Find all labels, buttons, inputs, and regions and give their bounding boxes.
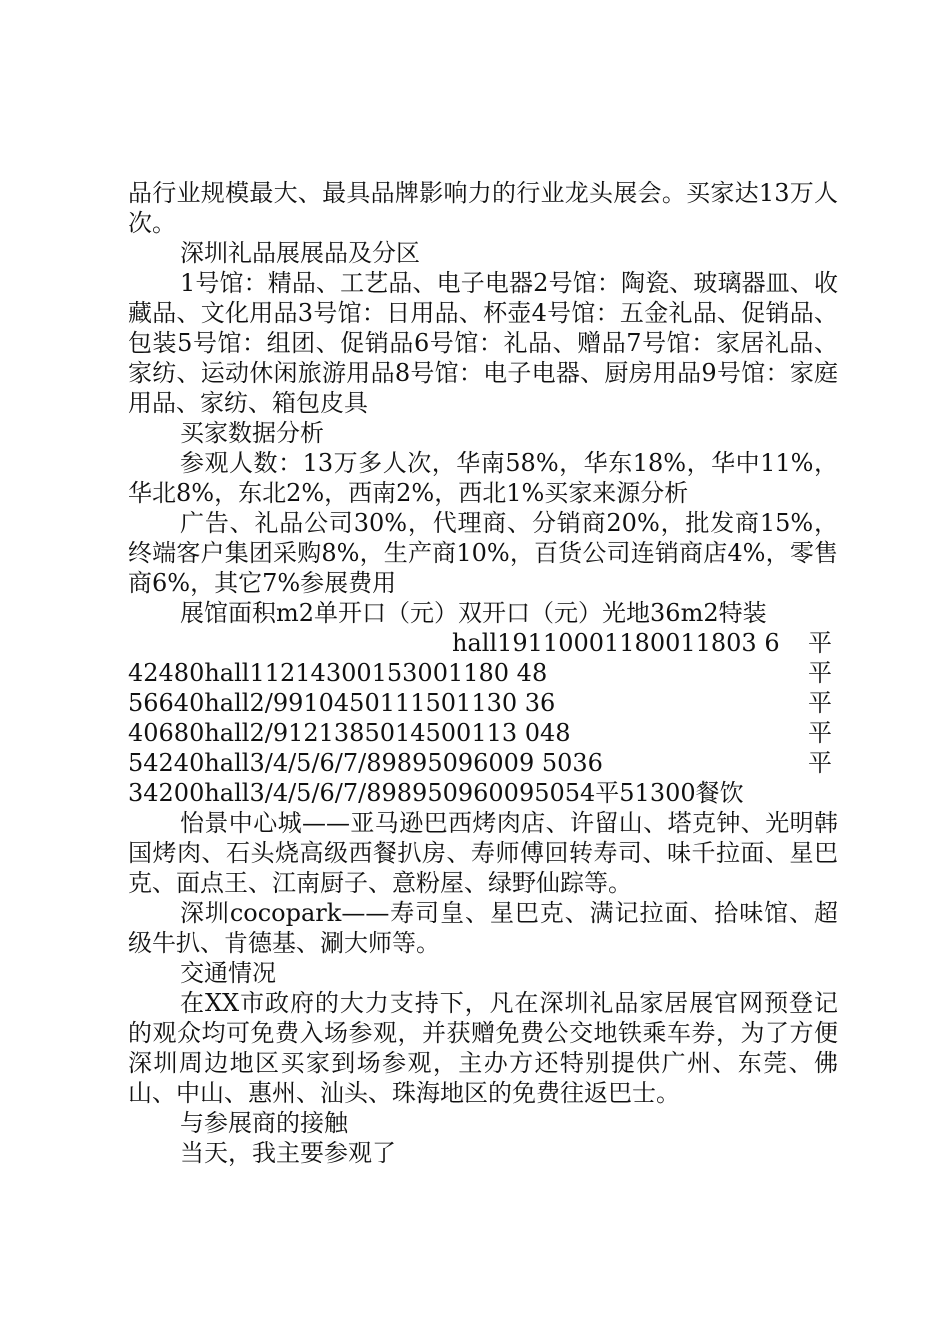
fee-row-text: 56640hall2/9910450111501130 36 — [128, 689, 556, 717]
paragraph-visit: 当天，我主要参观了 — [180, 1139, 396, 1167]
fee-row — [128, 628, 838, 658]
fee-row-text: 54240hall3/4/5/6/7/89895096009 5036 — [128, 749, 603, 777]
paragraph-dining-mall: 怡景中心城——亚马逊巴西烤肉店、许留山、塔克钟、光明韩国烤肉、石头烧高级西餐扒房、寿师傅回转寿司、味千拉面、星巴克、面点王、江南厨子、意粉屋、绿野仙踪等。 — [128, 809, 838, 897]
paragraph-halls: 1号馆：精品、工艺品、电子电器2号馆：陶瓷、玻璃器皿、收藏品、文化用品3号馆：日用品、杯壶4号馆：五金礼品、促销品、包装5号馆：组团、促销品6号馆：礼品、赠品7号馆：家居礼品、家纺、运动休闲旅游用品8号馆：电子电器、厨房用品9号馆：家庭用品、家纺、箱包皮具 — [128, 269, 838, 417]
heading-buyer-analysis: 买家数据分析 — [180, 419, 324, 447]
paragraph-dining-cocopark: 深圳cocopark——寿司皇、星巴克、满记拉面、拾味馆、超级牛扒、肯德基、涮大师等。 — [128, 899, 838, 957]
paragraph-transport: 在XX市政府的大力支持下，凡在深圳礼品家居展官网预登记的观众均可免费入场参观，并获赠免费公交地铁乘车券，为了方便深圳周边地区买家到场参观，主办方还特别提供广州、东莞、佛山、中山、惠州、汕头、珠海地区的免费往返巴士。 — [128, 989, 838, 1107]
fee-row — [128, 778, 838, 808]
fee-row — [128, 718, 838, 748]
document-body — [128, 178, 838, 1168]
heading-exhibitor-contact: 与参展商的接触 — [180, 1109, 348, 1137]
fee-row-mark: 平 — [808, 749, 832, 777]
paragraph-fee-header: 展馆面积m2单开口（元）双开口（元）光地36m2特装 — [180, 599, 767, 627]
fee-row-text: hall19110001180011803 6 — [452, 629, 780, 657]
fee-table — [128, 628, 838, 808]
fee-row — [128, 658, 838, 688]
fee-row — [128, 748, 838, 778]
paragraph-buyer-source: 广告、礼品公司30%，代理商、分销商20%，批发商15%，终端客户集团采购8%，生产商10%，百货公司连销商店4%，零售商6%，其它7%参展费用 — [128, 509, 838, 597]
fee-row-mark: 平 — [808, 629, 832, 657]
fee-row-mark: 平 — [808, 719, 832, 747]
heading-exhibits: 深圳礼品展展品及分区 — [180, 239, 420, 267]
fee-row-mark: 平 — [808, 659, 832, 687]
fee-row-mark: 平 — [808, 689, 832, 717]
paragraph-visitors: 参观人数：13万多人次，华南58%，华东18%，华中11%，华北8%，东北2%，西南2%，西北1%买家来源分析 — [128, 449, 838, 507]
fee-row-text: 42480hall11214300153001180 48 — [128, 659, 548, 687]
paragraph-intro: 品行业规模最大、最具品牌影响力的行业龙头展会。买家达13万人次。 — [128, 179, 838, 237]
fee-row-text: 40680hall2/9121385014500113 048 — [128, 719, 571, 747]
heading-transport: 交通情况 — [180, 959, 276, 987]
fee-row — [128, 688, 838, 718]
fee-row-text: 34200hall3/4/5/6/7/898950960095054平51300餐饮 — [128, 779, 744, 807]
